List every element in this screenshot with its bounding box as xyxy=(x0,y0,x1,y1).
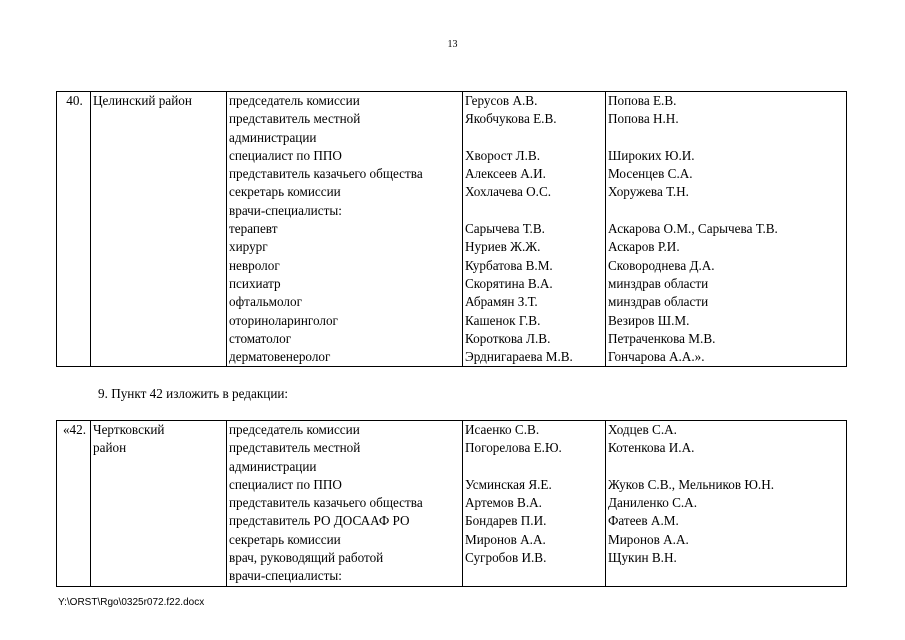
cell-line: Аскаров Р.И. xyxy=(608,239,680,255)
cell-line xyxy=(465,567,605,585)
cell-line: администрации xyxy=(229,458,317,474)
cell-line: Скорятина В.А. xyxy=(465,275,553,291)
cell-line: Широких Ю.И. xyxy=(608,147,695,163)
cell-line: минздрав области xyxy=(608,294,709,310)
cell-line: Хворост Л.В. xyxy=(465,147,541,163)
table-row xyxy=(57,421,847,587)
cell-line: психиатр xyxy=(229,275,281,291)
commission-table-40 xyxy=(56,91,847,367)
cell-line: Щукин В.Н. xyxy=(608,550,677,566)
cell-line: стоматолог xyxy=(229,330,292,346)
file-path-footer: Y:\ORST\Rgo\0325r072.f22.docx xyxy=(58,597,205,608)
cell-line: специалист по ППО xyxy=(229,147,342,163)
commission-table-42 xyxy=(56,420,847,587)
cell-line: секретарь комиссии xyxy=(229,184,341,200)
cell-line: Чертковский xyxy=(93,422,165,437)
cell-line: Якобчукова Е.В. xyxy=(465,111,557,127)
cell-line: представитель местной xyxy=(229,111,361,127)
cell-line: Даниленко С.А. xyxy=(608,495,697,511)
cell-line: Сковороднева Д.А. xyxy=(608,257,715,273)
cell-line: район xyxy=(93,440,127,456)
cell-line: Сугробов И.В. xyxy=(465,550,547,566)
cell-line xyxy=(465,129,605,147)
cell-line: офтальмолог xyxy=(229,294,302,310)
cell-line xyxy=(608,129,846,147)
cell-line: невролог xyxy=(229,257,280,273)
cell-line: Курбатова В.М. xyxy=(465,257,553,273)
cell-line: Фатеев А.М. xyxy=(608,513,679,529)
cell-line: Усминская Я.Е. xyxy=(465,476,552,492)
cell-line: Жуков С.В., Мельников Ю.Н. xyxy=(608,476,775,492)
cell-line: Герусов А.В. xyxy=(465,93,538,108)
cell-line: представитель РО ДОСААФ РО xyxy=(229,513,410,529)
cell-line: Попова Н.Н. xyxy=(608,111,679,127)
cell-line: Котенкова И.А. xyxy=(608,440,695,456)
cell-line: минздрав области xyxy=(608,275,709,291)
cell-line: представитель казачьего общества xyxy=(229,166,423,182)
cell-line: Петраченкова М.В. xyxy=(608,330,716,346)
cell-line: врачи-специалисты: xyxy=(229,568,342,584)
cell-line xyxy=(608,458,846,476)
roles-cell xyxy=(227,92,463,367)
cell-line: администрации xyxy=(229,129,317,145)
district-cell xyxy=(91,92,227,367)
cell-line: Погорелова Е.Ю. xyxy=(465,440,562,456)
cell-line: врач, руководящий работой xyxy=(229,550,384,566)
cell-line: Хохлачева О.С. xyxy=(465,184,552,200)
cell-line: Артемов В.А. xyxy=(465,495,542,511)
cell-line: секретарь комиссии xyxy=(229,531,341,547)
cell-line: Алексеев А.И. xyxy=(465,166,546,182)
cell-line: дерматовенеролог xyxy=(229,349,331,365)
main-members-cell xyxy=(463,92,606,367)
cell-line: Исаенко С.В. xyxy=(465,422,540,437)
cell-line: Бондарев П.И. xyxy=(465,513,547,529)
cell-line: представитель местной xyxy=(229,440,361,456)
cell-line: специалист по ППО xyxy=(229,476,342,492)
cell-line: председатель комиссии xyxy=(229,93,360,108)
item-number: 40. xyxy=(57,92,91,367)
cell-line: Эрднигараева М.В. xyxy=(465,349,573,365)
reserve-members-cell xyxy=(606,421,847,587)
cell-line: Кашенок Г.В. xyxy=(465,312,541,328)
district-cell xyxy=(91,421,227,587)
cell-line xyxy=(465,458,605,476)
cell-line xyxy=(608,567,846,585)
cell-line: Миронов А.А. xyxy=(465,531,546,547)
cell-line: терапевт xyxy=(229,221,278,237)
main-members-cell xyxy=(463,421,606,587)
cell-line: Целинский район xyxy=(93,93,192,108)
cell-line: Абрамян З.Т. xyxy=(465,294,538,310)
cell-line: Аскарова О.М., Сарычева Т.В. xyxy=(608,221,778,237)
cell-line: председатель комиссии xyxy=(229,422,360,437)
cell-line: представитель казачьего общества xyxy=(229,495,423,511)
cell-line: врачи-специалисты: xyxy=(229,202,342,218)
cell-line: Хоружева Т.Н. xyxy=(608,184,689,200)
cell-line: Нуриев Ж.Ж. xyxy=(465,239,541,255)
cell-line: Короткова Л.В. xyxy=(465,330,551,346)
roles-cell xyxy=(227,421,463,587)
cell-line: оториноларинголог xyxy=(229,312,338,328)
table-row xyxy=(57,92,847,367)
cell-line: Гончарова А.А.». xyxy=(608,349,705,365)
page-number: 13 xyxy=(447,39,458,50)
cell-line: Сарычева Т.В. xyxy=(465,221,545,237)
cell-line: хирург xyxy=(229,239,268,255)
cell-line xyxy=(465,202,605,220)
amendment-paragraph: 9. Пункт 42 изложить в редакции: xyxy=(98,386,289,401)
cell-line: Миронов А.А. xyxy=(608,531,689,547)
cell-line xyxy=(608,202,846,220)
cell-line: Мосенцев С.А. xyxy=(608,166,693,182)
cell-line: Попова Е.В. xyxy=(608,93,677,108)
item-number: «42. xyxy=(57,421,91,587)
cell-line: Везиров Ш.М. xyxy=(608,312,690,328)
cell-line: Ходцев С.А. xyxy=(608,422,677,437)
reserve-members-cell xyxy=(606,92,847,367)
